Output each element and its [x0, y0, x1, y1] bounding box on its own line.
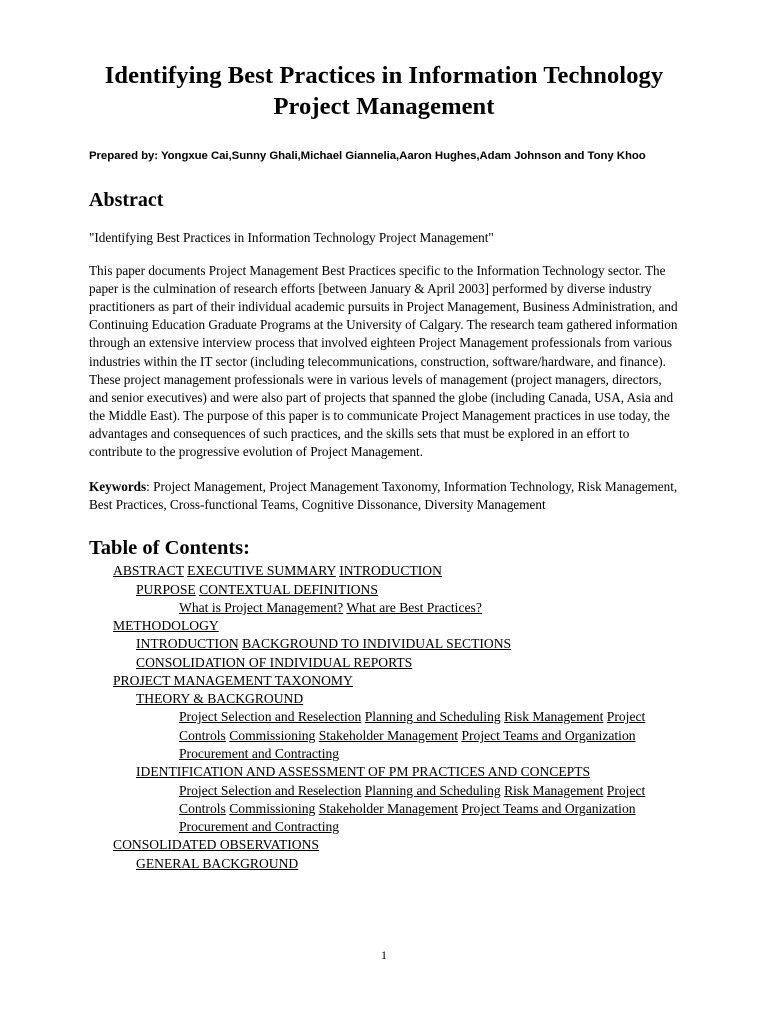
toc-entry-link[interactable]: What are Best Practices?	[346, 599, 482, 615]
abstract-quoted-title: "Identifying Best Practices in Information Technology Project Management"	[89, 229, 494, 245]
toc-entry-link[interactable]: Commissioning	[229, 800, 316, 816]
toc-entry-link[interactable]: PROJECT MANAGEMENT TAXONOMY	[113, 672, 353, 688]
toc-entry-link[interactable]: Project Controls	[179, 782, 646, 816]
toc-entry-link[interactable]: Project Teams and Organization	[461, 800, 636, 816]
toc-line	[89, 581, 679, 599]
abstract-body: This paper documents Project Management Best Practices specific to the Information Technology sector. The paper is the culmination of research efforts [between January & April 2003] performed by diverse industry practitioners as part of their individual academic pursuits in Project Management, Business Administration, and Continuing Education Graduate Programs at the University of Calgary. The research team gathered information through an extensive interview process that involved eighteen Project Management professionals from various industries within the IT sector (including telecommunications, construction, software/hardware, and finance). These project management professionals were in various levels of management (project managers, directors, and senior executives) and were also part of projects that spanned the globe (including Canada, USA, Asia and the Middle East). The purpose of this paper is to communicate Project Management practices in use today, the advantages and consequences of such practices, and the skills sets that must be explored in an effort to contribute to the progressive evolution of Project Management.	[89, 263, 678, 459]
toc-entry-link[interactable]: Project Selection and Reselection	[179, 709, 362, 725]
toc-line	[89, 599, 679, 617]
toc-line	[89, 672, 679, 690]
toc-entry-link[interactable]: What is Project Management?	[179, 599, 344, 615]
toc-entry-link[interactable]: Procurement and Contracting	[179, 819, 340, 835]
toc-entry-link[interactable]: Stakeholder Management	[318, 800, 459, 816]
toc-entry-link[interactable]: Planning and Scheduling	[364, 782, 501, 798]
toc-entry-link[interactable]: Project Selection and Reselection	[179, 782, 362, 798]
toc-entry-link[interactable]: Commissioning	[229, 727, 316, 743]
toc-entry-link[interactable]: METHODOLOGY	[113, 618, 219, 634]
toc-entry-link[interactable]: BACKGROUND TO INDIVIDUAL SECTIONS	[242, 636, 512, 652]
toc-entry-link[interactable]: Stakeholder Management	[318, 727, 459, 743]
toc-entry-link[interactable]: PURPOSE	[136, 581, 196, 597]
keywords-paragraph	[89, 478, 679, 514]
toc-line	[89, 763, 679, 781]
toc-entry-link[interactable]: Procurement and Contracting	[179, 746, 340, 762]
toc-line	[89, 690, 679, 708]
toc-entry-link[interactable]: ABSTRACT	[113, 563, 184, 579]
table-of-contents-heading: Table of Contents:	[89, 536, 250, 559]
toc-entry-link[interactable]: CONTEXTUAL DEFINITIONS	[199, 581, 378, 597]
toc-line	[89, 708, 679, 763]
toc-line	[89, 782, 679, 837]
toc-entry-link[interactable]: Planning and Scheduling	[364, 709, 501, 725]
toc-entry-link[interactable]: Project Teams and Organization	[461, 727, 636, 743]
toc-entry-link[interactable]: INTRODUCTION	[136, 636, 239, 652]
toc-entry-link[interactable]: CONSOLIDATED OBSERVATIONS	[113, 837, 319, 853]
authors-line: Prepared by: Yongxue Cai,Sunny Ghali,Michael Giannelia,Aaron Hughes,Adam Johnson and Tony Khoo	[89, 149, 646, 162]
page-title: Identifying Best Practices in Information Technology Project Management	[104, 62, 664, 121]
toc-line	[89, 836, 679, 854]
toc-line	[89, 654, 679, 672]
toc-entry-link[interactable]: IDENTIFICATION AND ASSESSMENT OF PM PRACTICES AND CONCEPTS	[136, 764, 591, 780]
toc-line	[89, 635, 679, 653]
toc-line	[89, 617, 679, 635]
keywords-separator: :	[146, 478, 154, 494]
keywords-label: Keywords	[89, 478, 147, 494]
page-content	[89, 60, 679, 873]
toc-entry-link[interactable]: Project Controls	[179, 709, 646, 743]
toc-entry-link[interactable]: CONSOLIDATION OF INDIVIDUAL REPORTS	[136, 654, 413, 670]
toc-entry-link[interactable]: GENERAL BACKGROUND	[136, 855, 299, 871]
toc-line	[89, 855, 679, 873]
page-number: 1	[381, 948, 387, 962]
toc-entry-link[interactable]: THEORY & BACKGROUND	[136, 691, 304, 707]
abstract-heading: Abstract	[89, 188, 164, 211]
toc-entry-link[interactable]: Risk Management	[504, 782, 604, 798]
toc-entry-link[interactable]: Risk Management	[504, 709, 604, 725]
toc-entry-link[interactable]: EXECUTIVE SUMMARY	[187, 563, 336, 579]
toc-line	[89, 562, 679, 580]
table-of-contents	[89, 562, 679, 873]
toc-entry-link[interactable]: INTRODUCTION	[339, 563, 442, 579]
keywords-text: Project Management, Project Management Taxonomy, Information Technology, Risk Management, Best Practices, Cross-functional Teams, Cognitive Dissonance, Diversity Management	[89, 478, 678, 512]
